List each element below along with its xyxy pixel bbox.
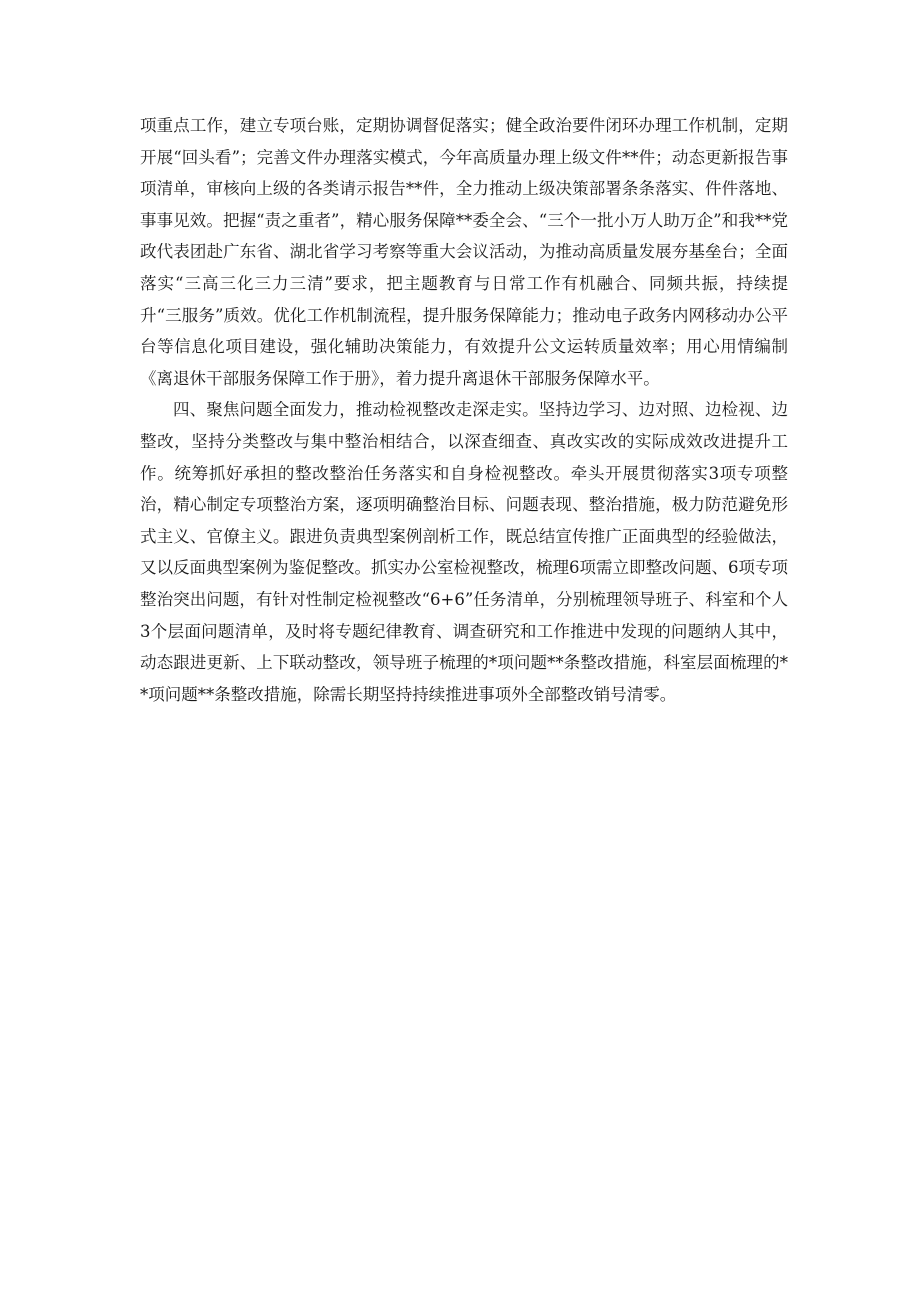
document-body (140, 110, 788, 710)
paragraph-section-four: 四、聚焦问题全面发力，推动检视整改走深走实。坚持边学习、边对照、边检视、边整改，坚持分类整改与集中整治相结合，以深查细查、真改实改的实际成效改进提升工作。统筹抓好承担的整改整治任务落实和自身检视整改。牵头开展贯彻落实3项专项整治，精心制定专项整治方案，逐项明确整治目标、问题表现、整治措施，极力防范避免形式主义、官僚主义。跟进负责典型案例剖析工作，既总结宣传推广正面典型的经验做法，又以反面典型案例为鉴促整改。抓实办公室检视整改，梳理6项需立即整改问题、6项专项整治突出问题，有针对性制定检视整改“6+6”任务清单，分别梳理领导班子、科室和个人3个层面问题清单，及时将专题纪律教育、调查研究和工作推进中发现的问题纳人其中，动态跟进更新、上下联动整改，领导班子梳理的*项问题**条整改措施，科室层面梳理的**项问题**条整改措施，除需长期坚持持续推进事项外全部整改销号清零。 (140, 400, 788, 704)
paragraph-continuation: 项重点工作，建立专项台账，定期协调督促落实；健全政治要件闭环办理工作机制，定期开展“回头看”；完善文件办理落实模式，今年高质量办理上级文件**件；动态更新报告事项清单，审核向上级的各类请示报告**件，全力推动上级决策部署条条落实、件件落地、事事见效。把握“责之重者”，精心服务保障**委全会、“三个一批小万人助万企”和我**党政代表团赴广东省、湖北省学习考察等重大会议活动，为推动高质量发展夯基垒台；全面落实“三高三化三力三清”要求，把主题教育与日常工作有机融合、同频共振，持续提升“三服务”质效。优化工作机制流程，提升服务保障能力；推动电子政务内网移动办公平台等信息化项目建设，强化辅助决策能力，有效提升公文运转质量效率；用心用情编制《离退休干部服务保障工作于册》，着力提升离退休干部服务保障水平。 (140, 116, 788, 388)
